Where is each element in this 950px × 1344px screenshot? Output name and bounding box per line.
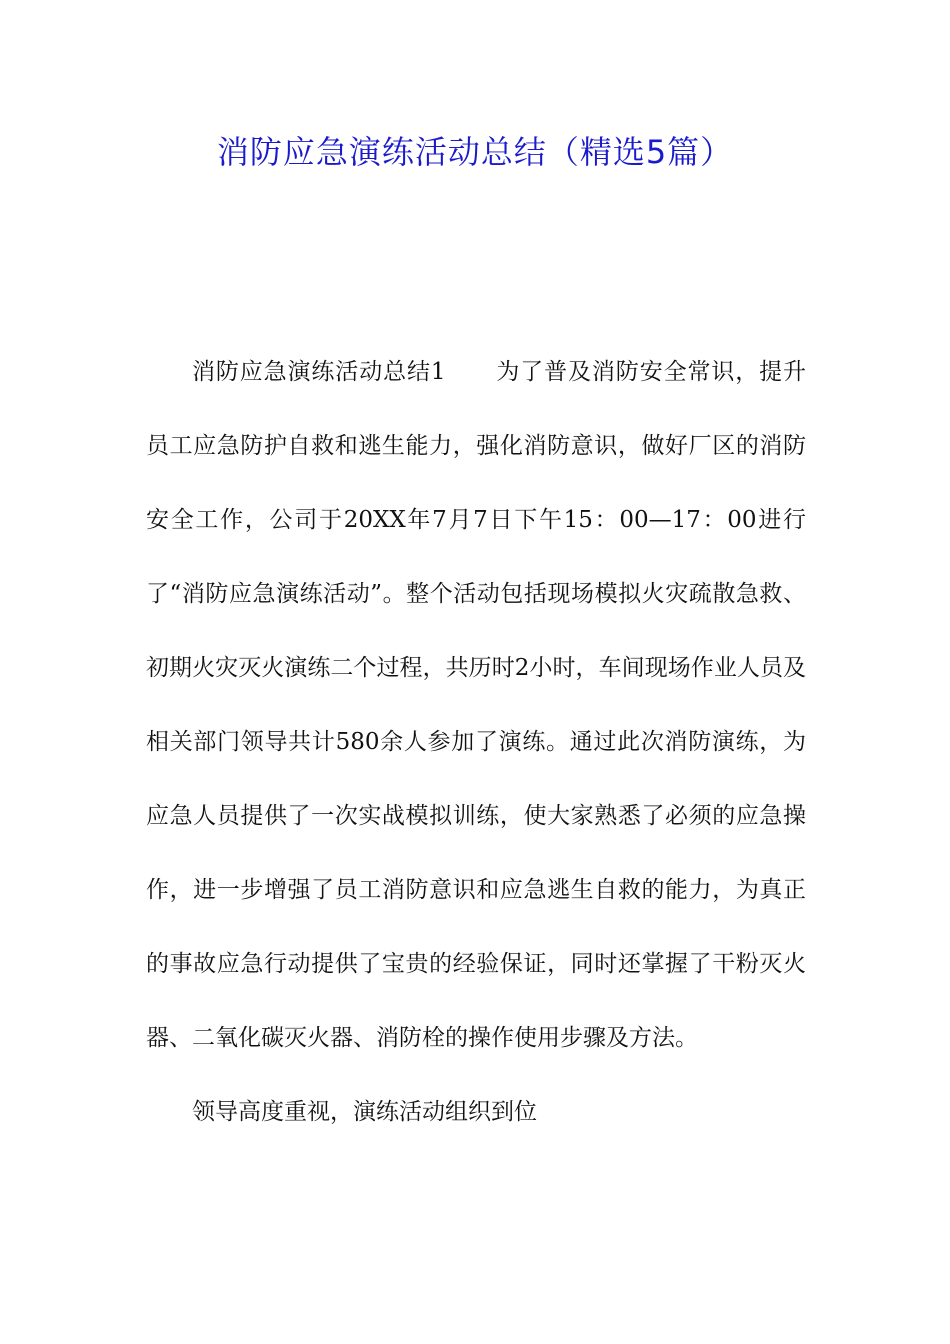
paragraph-1: [146, 335, 806, 1075]
section-heading: 消防应急演练活动总结1: [192, 359, 446, 385]
document-body: [146, 335, 806, 1149]
document-title: 消防应急演练活动总结（精选5篇）: [216, 133, 734, 171]
paragraph-2: [146, 1075, 806, 1149]
paragraph-text: 领导高度重视，演练活动组织到位: [192, 1099, 537, 1125]
paragraph-text: 为了普及消防安全常识，提升员工应急防护自救和逃生能力，强化消防意识，做好厂区的消防安全工作，公司于20XX年7月7日下午15：00—17：00进行了“消防应急演练活动”。整个活动包括现场模拟火灾疏散急救、初期火灾灭火演练二个过程，共历时2小时，车间现场作业人员及相关部门领导共计580余人参加了演练。通过此次消防演练，为应急人员提供了一次实战模拟训练，使大家熟悉了必须的应急操作，进一步增强了员工消防意识和应急逃生自救的能力，为真正的事故应急行动提供了宝贵的经验保证，同时还掌握了干粉灭火器、二氧化碳灭火器、消防栓的操作使用步骤及方法。: [146, 359, 807, 1051]
